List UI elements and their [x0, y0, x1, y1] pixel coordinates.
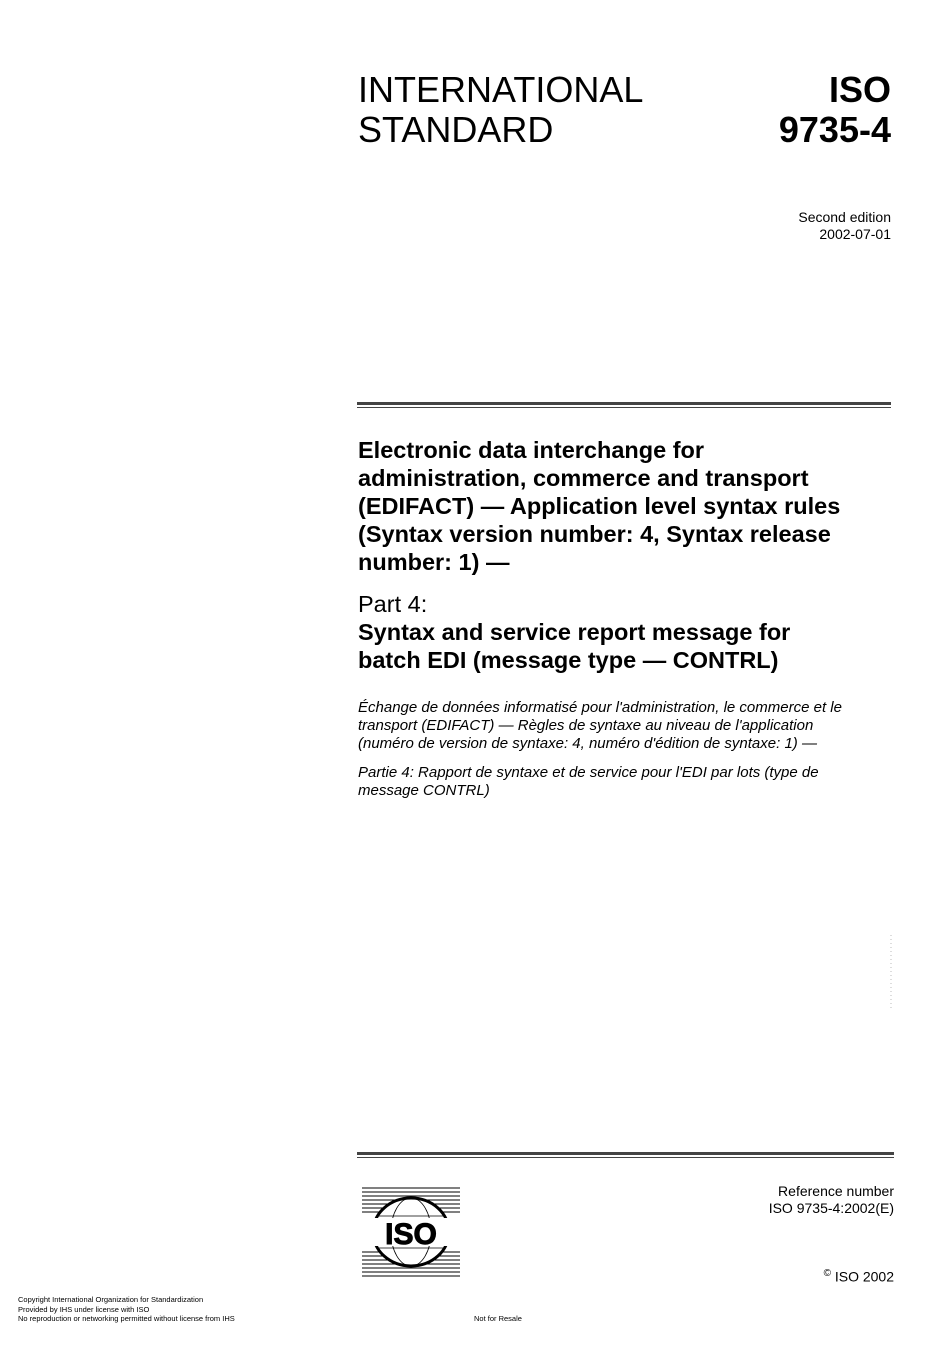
document-number	[779, 70, 891, 150]
edition-label: Second edition	[798, 209, 891, 225]
footer-license	[18, 1295, 235, 1324]
french-part-line: message CONTRL)	[358, 782, 490, 799]
copyright-symbol: ©	[823, 1268, 831, 1279]
main-title-line: number: 1) —	[358, 549, 510, 575]
reference-value: ISO 9735-4:2002(E)	[768, 1200, 894, 1216]
french-part-title	[358, 764, 878, 800]
edition-date: 2002-07-01	[819, 226, 891, 242]
bottom-divider	[357, 1152, 894, 1158]
reference-label: Reference number	[778, 1183, 894, 1199]
iso-logo-text: ISO	[385, 1218, 437, 1251]
main-title-line: (EDIFACT) — Application level syntax rules	[358, 493, 841, 519]
french-title-line: transport (EDIFACT) — Règles de syntaxe au niveau de l'application	[358, 717, 814, 734]
part-label: Part 4:	[358, 591, 428, 617]
reference-number	[769, 1183, 894, 1217]
part-title-line: Syntax and service report message for	[358, 619, 791, 645]
side-watermark	[886, 935, 896, 1010]
document-type	[358, 70, 643, 150]
footer-line: No reproduction or networking permitted without license from IHS	[18, 1314, 235, 1323]
document-type-line-2: STANDARD	[358, 109, 554, 150]
main-title	[358, 436, 898, 576]
iso-logo-icon	[362, 1186, 460, 1279]
main-title-line: administration, commerce and transport	[358, 465, 809, 491]
document-number-line-1: ISO	[828, 69, 891, 110]
document-number-line-2: 9735-4	[778, 109, 891, 150]
main-title-line: (Syntax version number: 4, Syntax release	[358, 521, 831, 547]
french-title-line: (numéro de version de syntaxe: 4, numéro d'édition de syntaxe: 1) —	[358, 735, 817, 752]
copyright-notice	[824, 1265, 894, 1286]
main-title-line: Electronic data interchange for	[358, 437, 705, 463]
part-title-line: batch EDI (message type — CONTRL)	[358, 647, 779, 673]
edition-info	[798, 209, 891, 243]
part-title	[358, 618, 878, 674]
footer-line: Provided by IHS under license with ISO	[18, 1304, 150, 1314]
french-title-line: Échange de données informatisé pour l'administration, le commerce et le	[358, 699, 842, 716]
french-title	[358, 699, 888, 753]
french-part-line: Partie 4: Rapport de syntaxe et de service pour l'EDI par lots (type de	[358, 764, 819, 781]
document-type-line-1: INTERNATIONAL	[358, 69, 644, 110]
footer-not-for-resale: Not for Resale	[474, 1314, 522, 1323]
footer-line: Copyright International Organization for Standardization	[18, 1295, 204, 1304]
copyright-text: ISO 2002	[834, 1268, 894, 1285]
top-divider	[357, 402, 891, 408]
